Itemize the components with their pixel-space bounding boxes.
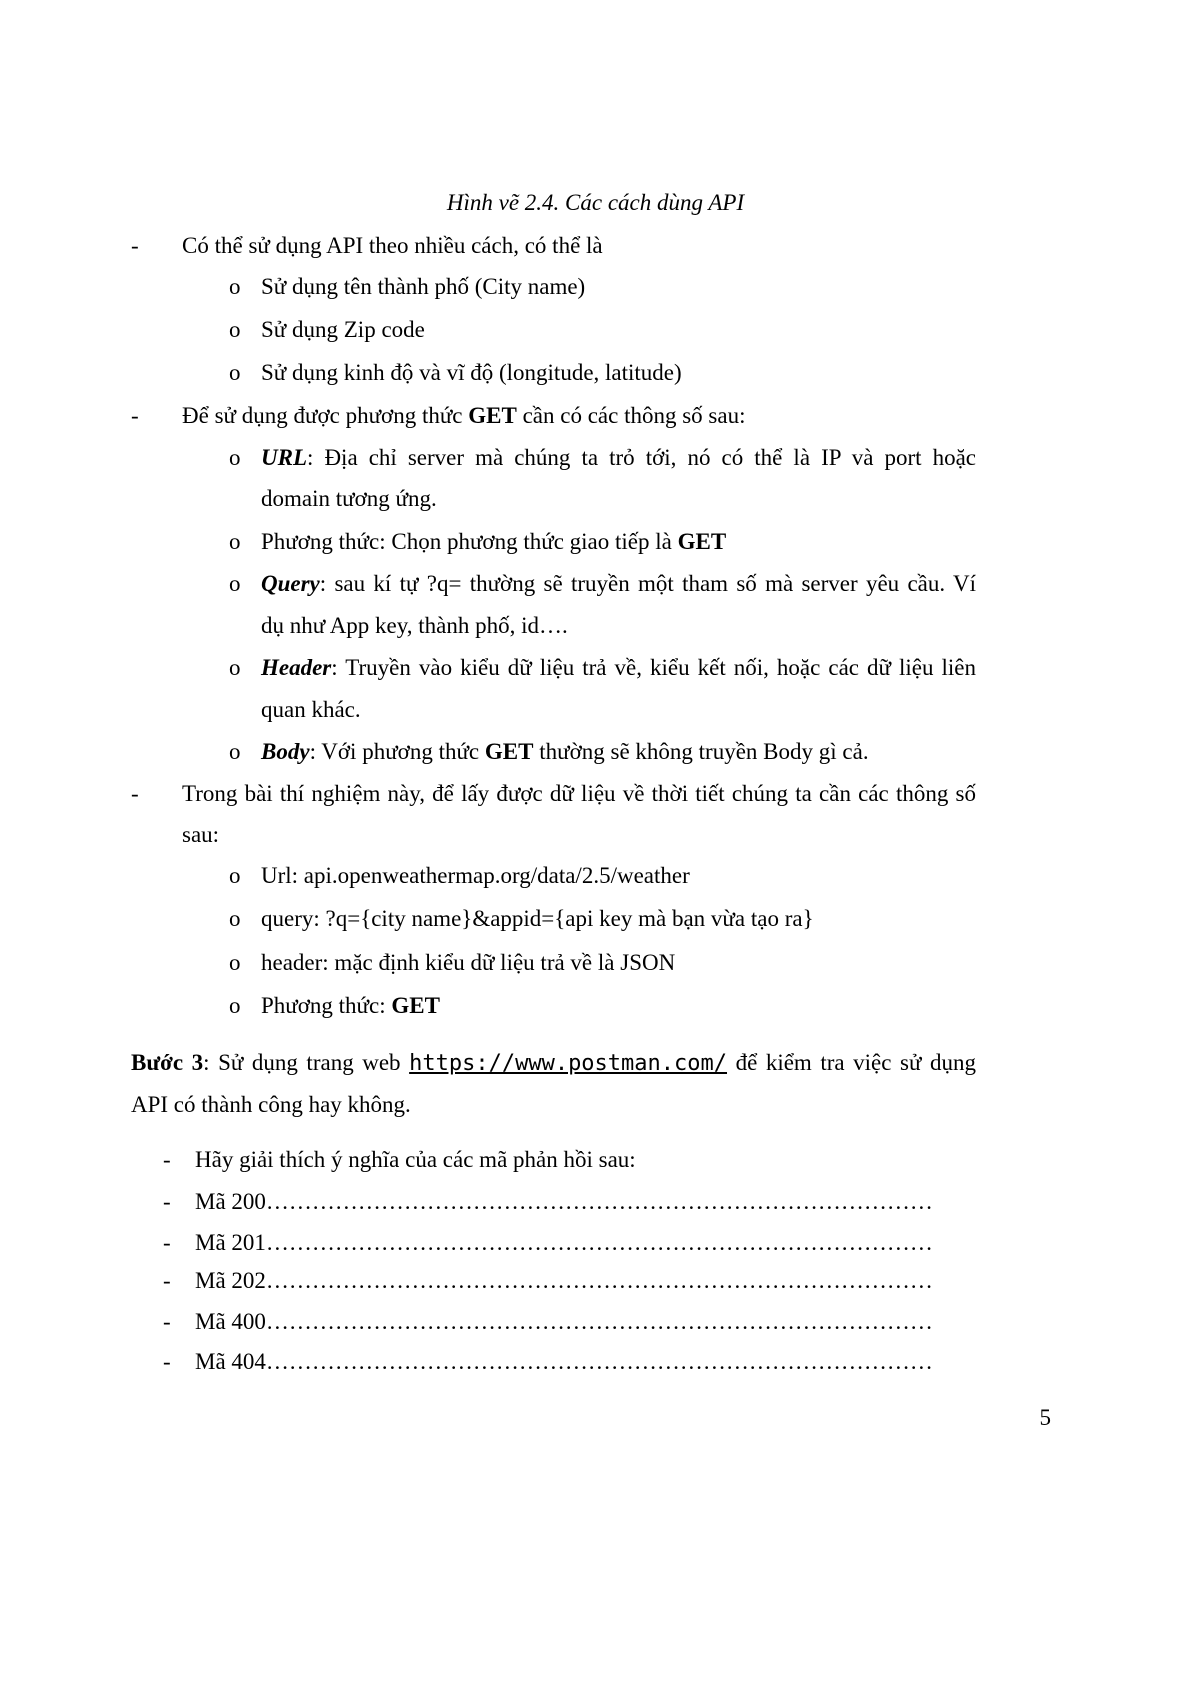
experiment-line2: sau: — [182, 822, 220, 847]
step3-line2: API có thành công hay không. — [131, 1092, 411, 1117]
dash-marker: - — [163, 1189, 171, 1214]
list-item: Sử dụng Zip code — [261, 317, 425, 342]
query-param-line2: dụ như App key, thành phố, id…. — [261, 613, 568, 638]
experiment-url: Url: api.openweathermap.org/data/2.5/weather — [261, 863, 690, 888]
bullet-marker: o — [229, 571, 241, 596]
bullet-marker: o — [229, 950, 241, 975]
experiment-query: query: ?q={city name}&appid={api key mà bạn vừa tạo ra} — [261, 906, 814, 931]
header-param-line2: quan khác. — [261, 697, 361, 722]
bullet-marker: o — [229, 863, 241, 888]
url-param-line1: URL: Địa chỉ server mà chúng ta trỏ tới, nó có thể là IP và port hoặc — [261, 445, 976, 470]
url-param-line2: domain tương ứng. — [261, 486, 437, 511]
experiment-method: Phương thức: GET — [261, 993, 440, 1018]
dash-marker: - — [163, 1230, 171, 1255]
intro-text: Có thể sử dụng API theo nhiều cách, có thể là — [182, 233, 603, 258]
dash-marker: - — [131, 403, 139, 428]
bullet-marker: o — [229, 445, 241, 470]
postman-link[interactable]: https://www.postman.com/ — [409, 1051, 728, 1076]
dash-marker: - — [163, 1147, 171, 1172]
dash-marker: - — [163, 1309, 171, 1334]
code-line-404: Mã 404…………………………………………………………………………… — [195, 1349, 933, 1374]
page-number: 5 — [1039, 1405, 1051, 1430]
bullet-marker: o — [229, 360, 241, 385]
dash-marker: - — [131, 781, 139, 806]
header-param-line1: Header: Truyền vào kiểu dữ liệu trả về, kiểu kết nối, hoặc các dữ liệu liên — [261, 655, 976, 680]
figure-caption: Hình vẽ 2.4. Các cách dùng API — [446, 190, 745, 215]
bullet-marker: o — [229, 993, 241, 1018]
bullet-marker: o — [229, 317, 241, 342]
method-param: Phương thức: Chọn phương thức giao tiếp là GET — [261, 529, 727, 554]
codes-prompt: Hãy giải thích ý nghĩa của các mã phản hồi sau: — [195, 1147, 636, 1172]
bullet-marker: o — [229, 739, 241, 764]
bullet-marker: o — [229, 906, 241, 931]
list-item: Sử dụng kinh độ và vĩ độ (longitude, latitude) — [261, 360, 682, 385]
step3-line1: Bước 3: Sử dụng trang web https://www.postman.com/ để kiểm tra việc sử dụng — [131, 1050, 976, 1076]
code-line-201: Mã 201…………………………………………………………………………… — [195, 1230, 933, 1255]
body-param: Body: Với phương thức GET thường sẽ không truyền Body gì cả. — [261, 739, 869, 764]
dash-marker: - — [131, 233, 139, 258]
dash-marker: - — [163, 1268, 171, 1293]
code-line-202: Mã 202…………………………………………………………………………… — [195, 1268, 933, 1293]
dash-marker: - — [163, 1349, 171, 1374]
bullet-marker: o — [229, 529, 241, 554]
get-params-intro: Để sử dụng được phương thức GET cần có các thông số sau: — [182, 403, 746, 428]
experiment-line1: Trong bài thí nghiệm này, để lấy được dữ liệu về thời tiết chúng ta cần các thông số — [182, 781, 976, 806]
bullet-marker: o — [229, 655, 241, 680]
code-line-400: Mã 400…………………………………………………………………………… — [195, 1309, 933, 1334]
list-item: Sử dụng tên thành phố (City name) — [261, 274, 586, 299]
experiment-header: header: mặc định kiểu dữ liệu trả về là JSON — [261, 950, 676, 975]
code-line-200: Mã 200…………………………………………………………………………… — [195, 1189, 933, 1214]
query-param-line1: Query: sau kí tự ?q= thường sẽ truyền một tham số mà server yêu cầu. Ví — [261, 571, 976, 596]
bullet-marker: o — [229, 274, 241, 299]
